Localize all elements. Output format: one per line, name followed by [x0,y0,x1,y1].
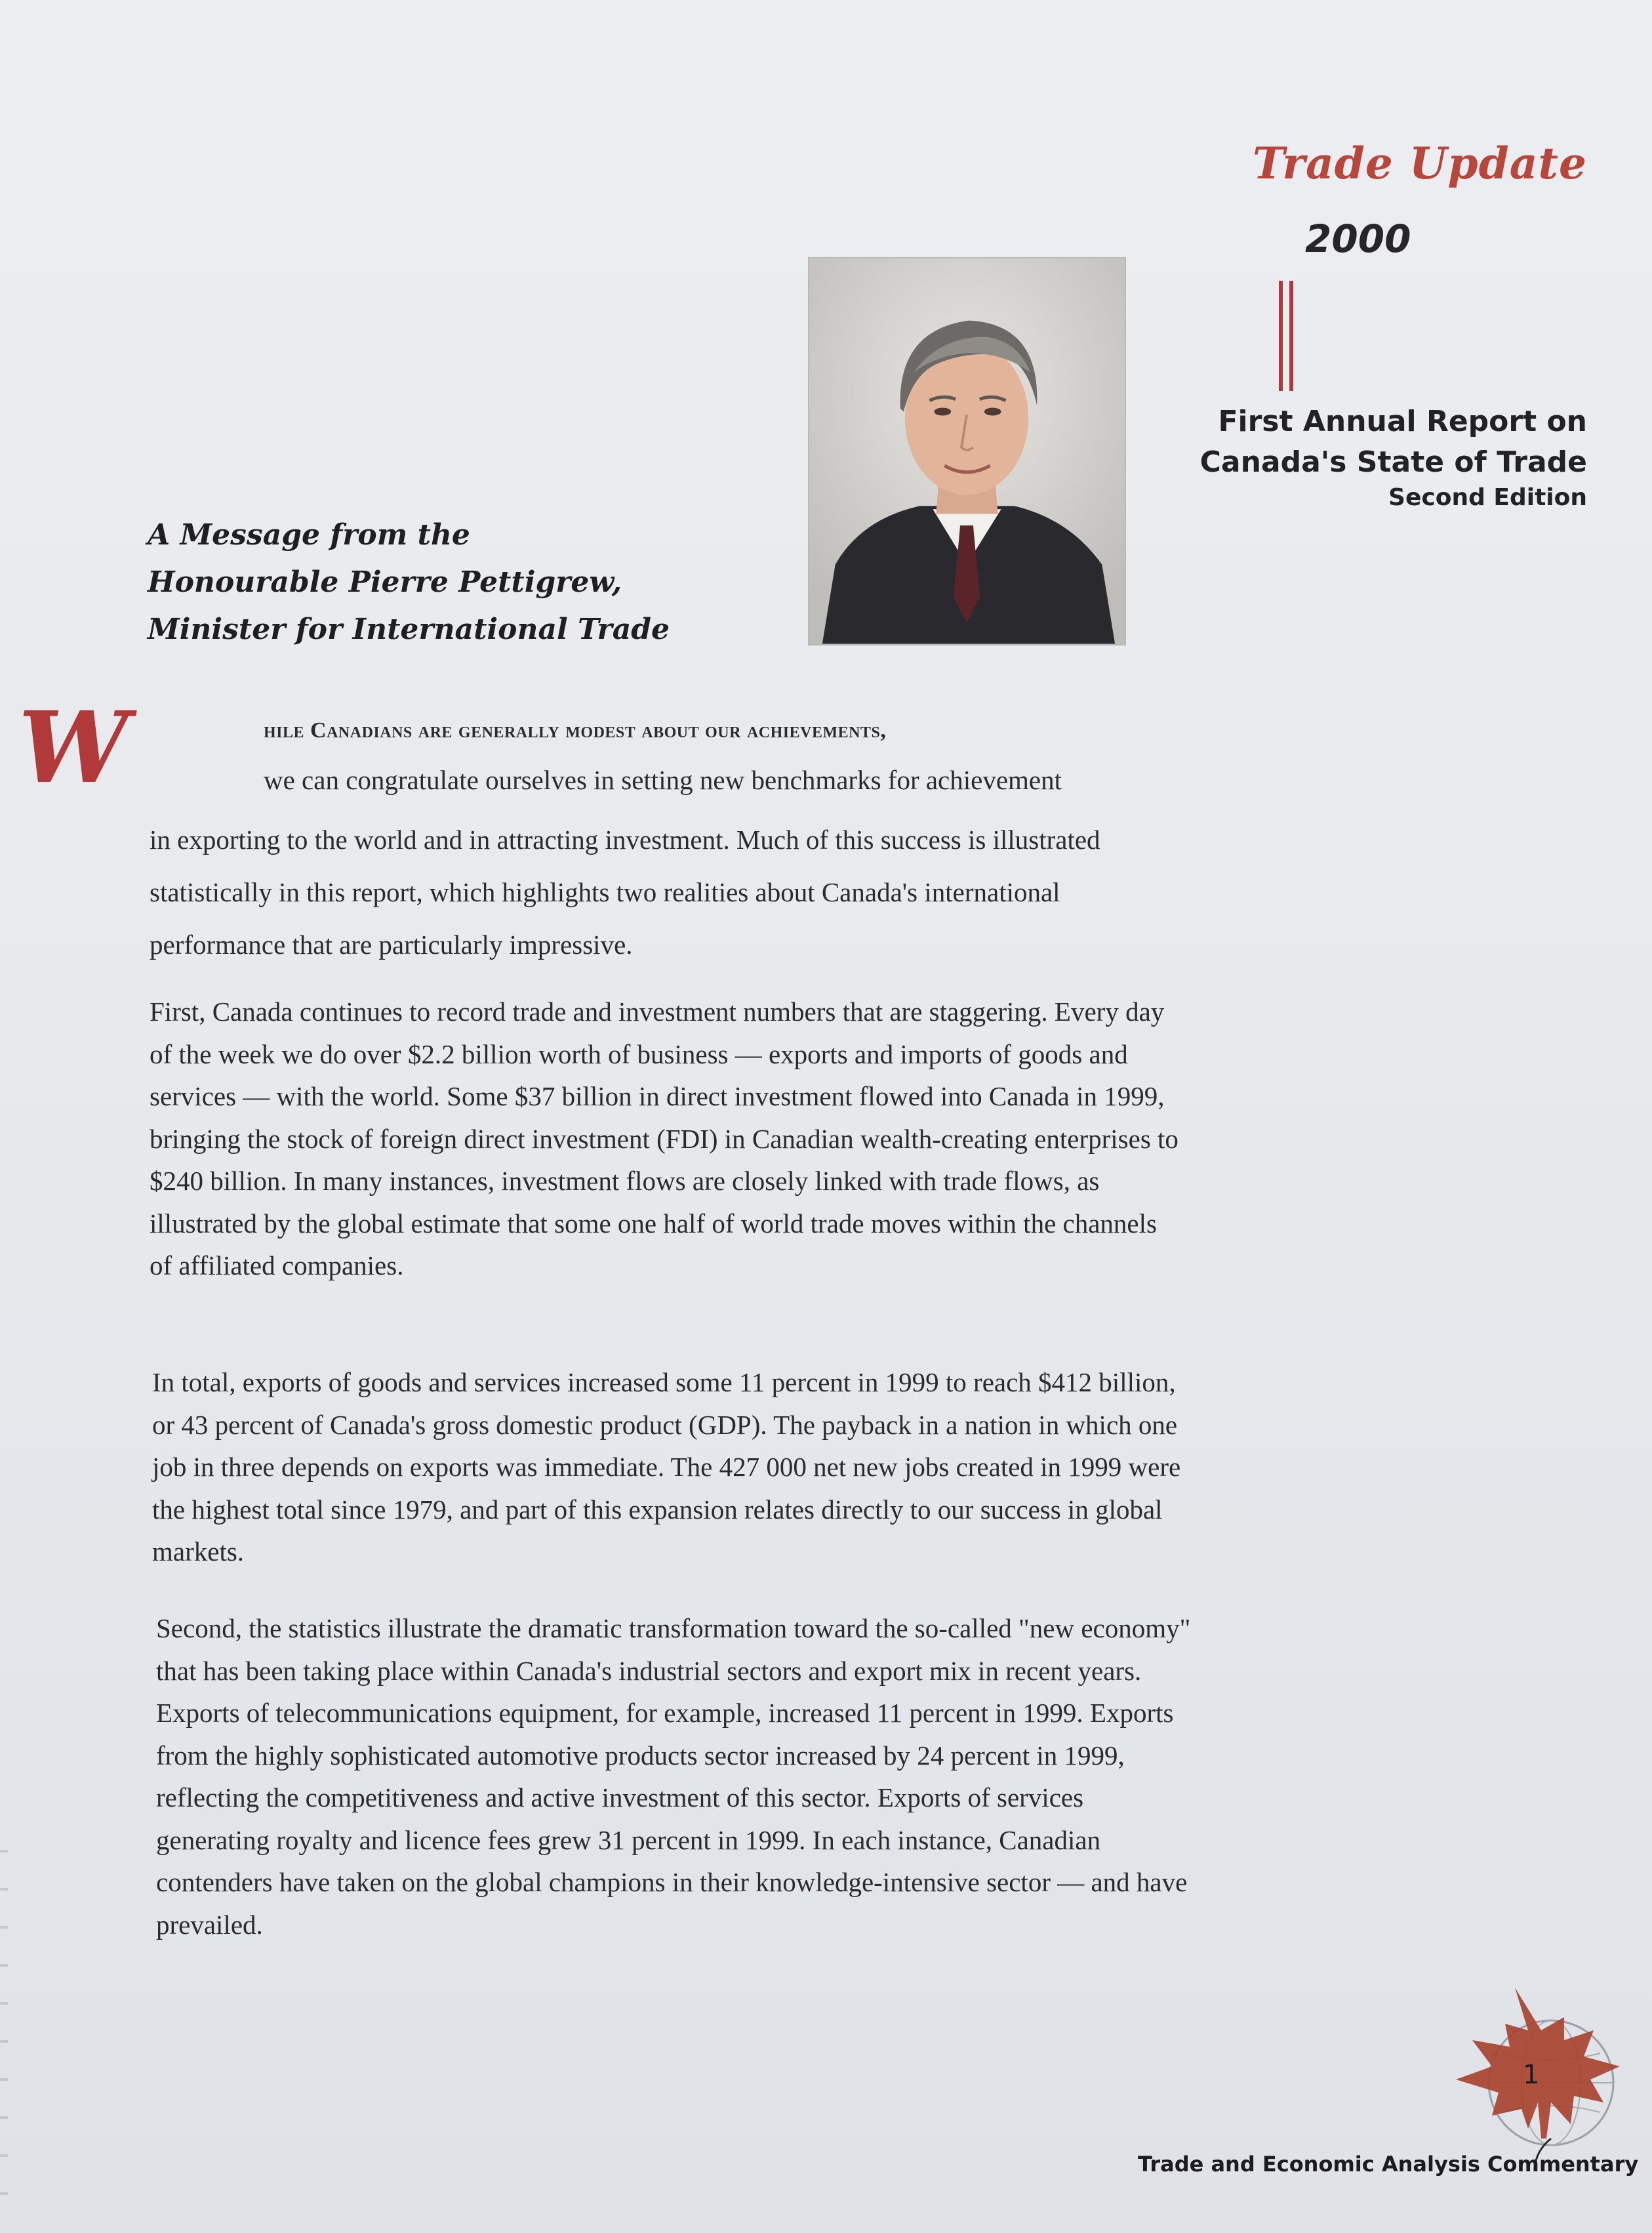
page-number: 1 [1523,2060,1540,2090]
paragraph-exports: In total, exports of goods and services increased some 11 percent in 1999 to reach $412 billion, or 43 percent of Canada's gross domestic product (GDP). The payback in a nation in which one job in three depends on exports was immediate. The 427 000 net new jobs created in 1999 were the highest total since 1979, and part of this expansion relates directly to our success in global markets. [152,1367,1181,1567]
paragraph-investment: First, Canada continues to record trade and investment numbers that are staggering. Every day of the week we do over $2.2 billion worth of business — exports and imports of goods and services — with the world. Some $37 billion in direct investment flowed into Canada in 1999, bringing the stock of foreign direct investment (FDI) in Canadian wealth-creating enterprises to $240 billion. In many instances, investment flows are closely linked with trade flows, as illustrated by the global estimate that some one half of world trade moves within the channels of affiliated companies. [150,996,1179,1280]
report-year: 2000 [1305,216,1411,261]
minister-portrait-photo [808,257,1126,645]
edition-label: Second Edition [1388,484,1587,511]
message-byline [148,512,803,653]
binding-holes [0,1850,8,2217]
lead-in-continuation: we can congratulate ourselves in setting new benchmarks for achievement [264,765,1062,795]
byline-line-3: Minister for International Trade [148,613,670,646]
subtitle-line-2: Canada's State of Trade [1199,445,1587,479]
paragraph-new-economy: Second, the statistics illustrate the dramatic transformation toward the so-called "new economy" that has been taking place within Canada's industrial sectors and export mix in recent years. Exports of telecommunications equipment, for example, increased 11 percent in 1999. Exports from the highly sophisticated automotive products sector increased by 24 percent in 1999, reflecting the competitiveness and active investment of this sector. Exports of services generating royalty and licence fees grew 31 percent in 1999. In each instance, Canadian contenders have taken on the global champions in their knowledge-intensive sector — and have prevailed. [156,1613,1191,1940]
drop-cap-letter: W [18,690,129,806]
publication-series-label: Trade and Economic Analysis Commentary [1138,2152,1639,2177]
lead-paragraph-body: in exporting to the world and in attracting investment. Much of this success is illustrated statistically in this report, which highlights two realities about Canada's international performance that are particularly impressive. [150,825,1100,960]
double-rule-divider [1279,281,1293,391]
byline-line-1: A Message from the [148,518,470,552]
byline-line-2: Honourable Pierre Pettigrew, [148,565,622,599]
portrait-illustration [809,258,1125,644]
report-subtitle [1180,401,1587,483]
report-title: Trade Update [1252,138,1587,189]
subtitle-line-1: First Annual Report on [1218,405,1587,438]
lead-in-smallcaps: hile Canadians are generally modest about our achievements, [264,718,887,743]
masthead [1180,131,1587,525]
